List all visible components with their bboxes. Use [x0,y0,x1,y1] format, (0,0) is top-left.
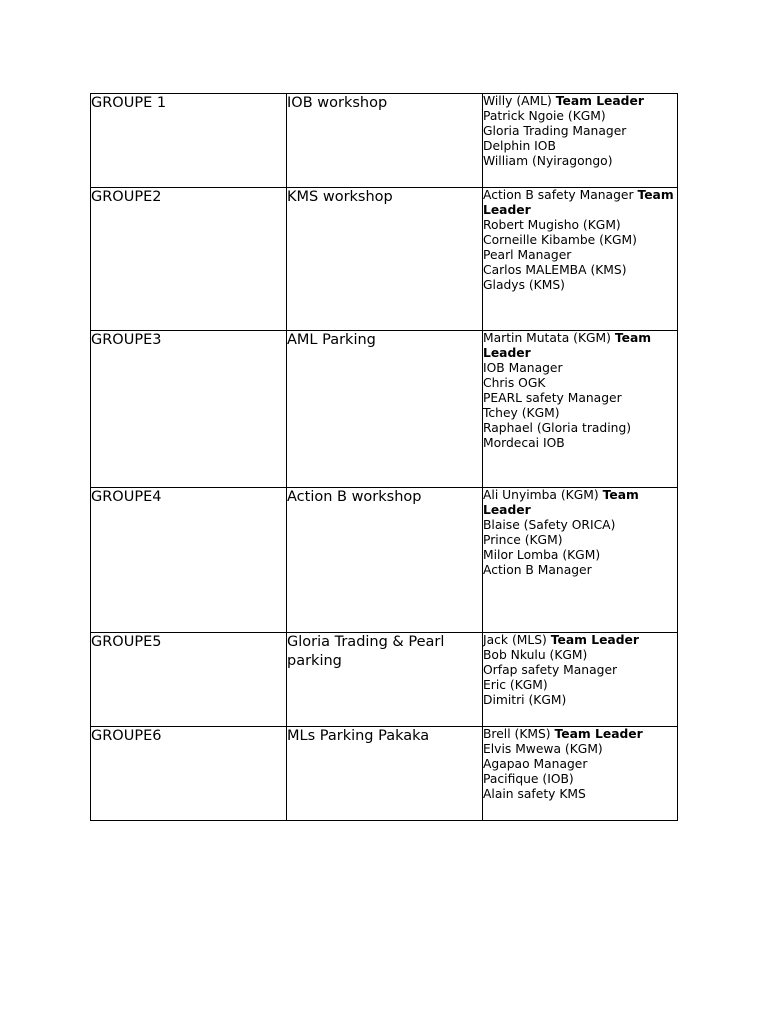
group-location-cell: AML Parking [287,331,483,488]
member-entry [483,188,677,218]
team-leader-label: Team Leader [483,488,639,517]
member-entry: Tchey (KGM) [483,406,560,420]
member-entry: Patrick Ngoie (KGM) [483,109,606,123]
member-entry: Gladys (KMS) [483,278,565,292]
member-entry: Gloria Trading Manager [483,124,627,138]
table-row [91,331,678,488]
member-entry: PEARL safety Manager [483,391,622,405]
team-leader-label: Team Leader [483,188,674,217]
member-name: Action B safety Manager [483,188,634,202]
group-members-cell [483,188,678,331]
member-entry: Blaise (Safety ORICA) [483,518,616,532]
group-location-cell: Gloria Trading & Pearl parking [287,633,483,727]
member-entry [483,488,677,518]
member-entry: Raphael (Gloria trading) [483,421,632,435]
member-entry: Bob Nkulu (KGM) [483,648,588,662]
member-entry: Carlos MALEMBA (KMS) [483,263,627,277]
group-location-cell: KMS workshop [287,188,483,331]
member-name: Willy (AML) [483,94,552,108]
table-row [91,488,678,633]
team-leader-label: Team Leader [483,331,652,360]
member-entry: Robert Mugisho (KGM) [483,218,621,232]
member-entry: Orfap safety Manager [483,663,618,677]
member-entry: Prince (KGM) [483,533,563,547]
member-entry: Dimitri (KGM) [483,693,567,707]
member-entry: Agapao Manager [483,757,588,771]
table-row [91,94,678,188]
member-entry: Elvis Mwewa (KGM) [483,742,603,756]
group-name-cell: GROUPE2 [91,188,287,331]
group-name-cell: GROUPE4 [91,488,287,633]
member-entry: Pacifique (IOB) [483,772,574,786]
group-members-cell [483,633,678,727]
group-name-cell: GROUPE6 [91,727,287,821]
group-name-cell: GROUPE5 [91,633,287,727]
member-entry: Action B Manager [483,563,592,577]
groups-table [90,93,678,821]
team-leader-label: Team Leader [554,727,643,741]
table-row [91,633,678,727]
member-entry [483,633,677,648]
member-entry: Chris OGK [483,376,546,390]
group-members-cell [483,331,678,488]
member-entry: Pearl Manager [483,248,572,262]
team-leader-label: Team Leader [555,94,644,108]
member-entry: Eric (KGM) [483,678,548,692]
group-name-cell: GROUPE3 [91,331,287,488]
member-entry [483,727,677,742]
table-row [91,188,678,331]
table-row [91,727,678,821]
member-entry [483,331,677,361]
group-members-cell [483,94,678,188]
member-name: Brell (KMS) [483,727,551,741]
member-name: Martin Mutata (KGM) [483,331,611,345]
member-entry: Delphin IOB [483,139,556,153]
group-members-cell [483,488,678,633]
member-entry [483,94,677,109]
member-entry: IOB Manager [483,361,563,375]
group-location-cell: MLs Parking Pakaka [287,727,483,821]
team-leader-label: Team Leader [550,633,639,647]
member-entry: Mordecai IOB [483,436,565,450]
member-entry: William (Nyiragongo) [483,154,613,168]
member-name: Ali Unyimba (KGM) [483,488,599,502]
member-name: Jack (MLS) [483,633,547,647]
member-entry: Alain safety KMS [483,787,586,801]
group-location-cell: Action B workshop [287,488,483,633]
member-entry: Corneille Kibambe (KGM) [483,233,637,247]
group-name-cell: GROUPE 1 [91,94,287,188]
group-location-cell: IOB workshop [287,94,483,188]
member-entry: Milor Lomba (KGM) [483,548,601,562]
group-members-cell [483,727,678,821]
